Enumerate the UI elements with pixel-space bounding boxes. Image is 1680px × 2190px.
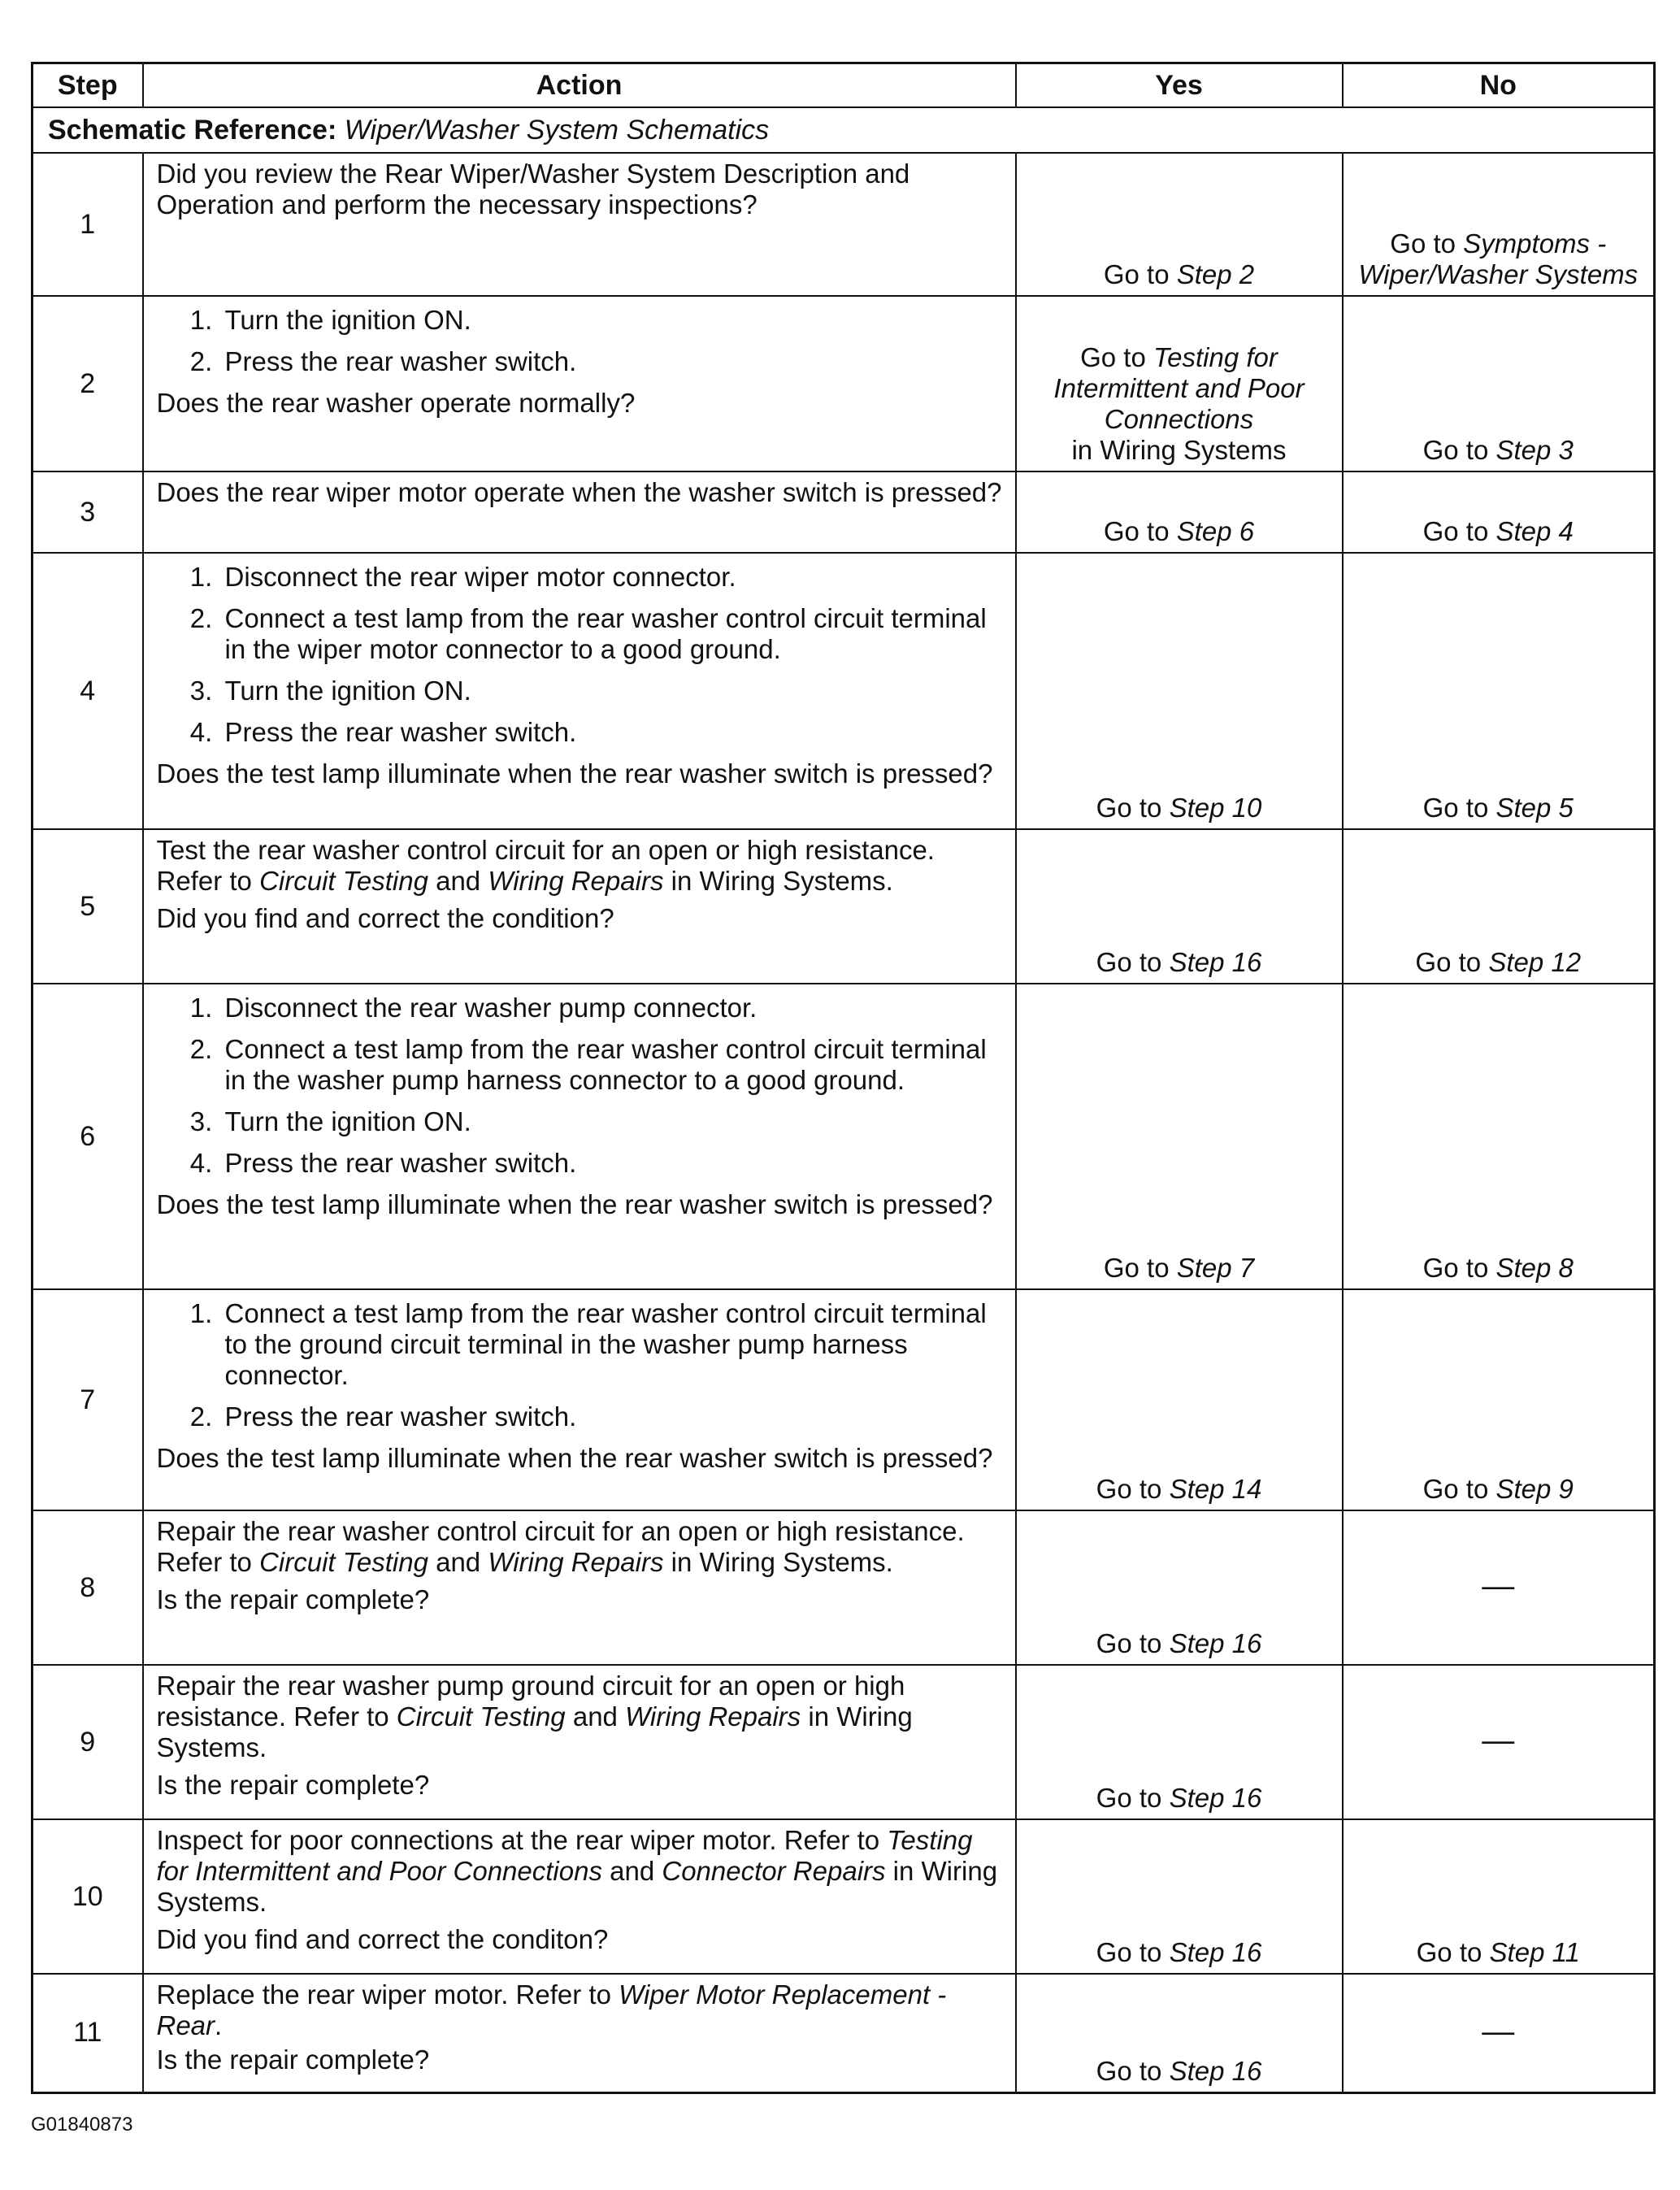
reference-link[interactable]: Testing for Intermittent and Poor Connections [156, 1825, 973, 1886]
yes-link[interactable]: Step 14 [1169, 1474, 1262, 1504]
yes-prefix: Go to [1080, 342, 1153, 372]
schematic-label: Schematic Reference: [48, 114, 337, 146]
schematic-reference [33, 107, 1655, 153]
yes-link[interactable]: Testing for Intermittent and Poor Connections [1053, 342, 1304, 434]
step-number: 2 [33, 296, 143, 471]
no-dash: — [1482, 1568, 1515, 1604]
no-dash: — [1482, 2013, 1515, 2049]
no-link[interactable]: Step 3 [1496, 435, 1574, 465]
action-cell [143, 829, 1016, 984]
no-cell [1343, 1974, 1655, 2092]
yes-cell [1016, 1665, 1343, 1819]
figure-code: G01840873 [31, 2114, 133, 2136]
yes-cell [1016, 829, 1343, 984]
action-list-item: 1. Disconnect the rear washer pump connector. [220, 993, 1004, 1023]
yes-prefix: Go to [1096, 1937, 1170, 1967]
action-text-part: in Wiring Systems. [663, 1547, 893, 1577]
action-cell [143, 984, 1016, 1289]
yes-link[interactable]: Step 16 [1169, 1783, 1262, 1813]
action-list [157, 305, 1004, 377]
no-link[interactable]: Step 9 [1496, 1474, 1574, 1504]
yes-link[interactable]: Step 7 [1176, 1253, 1255, 1283]
table-row-step-4 [33, 553, 1655, 829]
action-text-part: and [601, 1856, 662, 1886]
yes-prefix: Go to [1096, 1783, 1170, 1813]
action-list-item: 4. Press the rear washer switch. [220, 717, 1004, 748]
yes-cell [1016, 1974, 1343, 2092]
action-text [157, 1825, 1004, 1918]
yes-prefix: Go to [1096, 2055, 1170, 2086]
action-question: Is the repair complete? [156, 2044, 430, 2075]
action-cell [143, 553, 1016, 829]
no-link[interactable]: Step 5 [1496, 793, 1574, 823]
yes-cell [1016, 296, 1343, 471]
action-cell [143, 1819, 1016, 1974]
action-text-part: Test the rear washer control circuit for an open or high resistance. Refer to [156, 835, 935, 896]
schematic-row [33, 107, 1655, 153]
action-text-part: Replace the rear wiper motor. Refer to [156, 1979, 619, 2010]
yes-prefix: Go to [1103, 259, 1177, 289]
action-cell [143, 1665, 1016, 1819]
yes-prefix: Go to [1096, 1474, 1170, 1504]
reference-link[interactable]: Circuit Testing [259, 866, 428, 896]
yes-link[interactable]: Step 2 [1176, 259, 1255, 289]
yes-prefix: Go to [1096, 793, 1170, 823]
action-list-item: 2. Connect a test lamp from the rear washer control circuit terminal in the wiper motor connector to a good ground. [220, 603, 1004, 665]
no-cell [1343, 1665, 1655, 1819]
no-cell [1343, 553, 1655, 829]
no-prefix: Go to [1422, 1253, 1496, 1283]
table-row-step-7 [33, 1289, 1655, 1510]
action-text-part: in Wiring Systems. [156, 1701, 913, 1762]
no-link[interactable]: Step 11 [1489, 1937, 1580, 1967]
action-list-item: 2. Press the rear washer switch. [220, 1401, 1004, 1432]
no-cell [1343, 1819, 1655, 1974]
table-row-step-3 [33, 471, 1655, 553]
no-prefix: Go to [1422, 516, 1496, 546]
no-link[interactable]: Step 12 [1488, 947, 1582, 977]
action-text: Does the rear wiper motor operate when the washer switch is pressed? [156, 477, 1002, 507]
step-number: 9 [33, 1665, 143, 1819]
no-cell [1343, 1289, 1655, 1510]
reference-link[interactable]: Wiring Repairs [488, 866, 664, 896]
reference-link[interactable]: Connector Repairs [662, 1856, 886, 1886]
header-no: No [1343, 63, 1655, 108]
no-cell [1343, 471, 1655, 553]
no-prefix: Go to [1422, 1474, 1496, 1504]
table-row-step-1 [33, 153, 1655, 296]
no-prefix: Go to [1422, 435, 1496, 465]
table-row-step-10 [33, 1819, 1655, 1974]
action-question: Does the test lamp illuminate when the rear washer switch is pressed? [156, 758, 993, 789]
action-cell [143, 1289, 1016, 1510]
action-text [157, 1516, 1004, 1578]
table-row-step-9 [33, 1665, 1655, 1819]
yes-cell [1016, 984, 1343, 1289]
action-list-item: 2. Press the rear washer switch. [220, 346, 1004, 377]
header-row [33, 63, 1655, 108]
action-text-part: Repair the rear washer pump ground circuit for an open or high resistance. Refer to [156, 1671, 905, 1732]
action-text [157, 1979, 1004, 2041]
yes-link[interactable]: Step 16 [1169, 1937, 1262, 1967]
table-row-step-11 [33, 1974, 1655, 2092]
header-action: Action [143, 63, 1016, 108]
no-cell [1343, 153, 1655, 296]
no-cell [1343, 829, 1655, 984]
step-number: 3 [33, 471, 143, 553]
no-dash: — [1482, 1723, 1515, 1758]
action-question: Does the test lamp illuminate when the rear washer switch is pressed? [156, 1189, 993, 1219]
action-list-item: 1. Turn the ignition ON. [220, 305, 1004, 336]
yes-link[interactable]: Step 16 [1169, 2055, 1262, 2086]
action-list-item: 2. Connect a test lamp from the rear washer control circuit terminal in the washer pump harness connector to a good ground. [220, 1034, 1004, 1096]
yes-cell [1016, 1510, 1343, 1665]
reference-link[interactable]: Circuit Testing [396, 1701, 566, 1732]
action-cell [143, 153, 1016, 296]
step-number: 8 [33, 1510, 143, 1665]
yes-link[interactable]: Step 16 [1169, 947, 1262, 977]
header-step: Step [33, 63, 143, 108]
yes-cell [1016, 1819, 1343, 1974]
reference-link[interactable]: Circuit Testing [259, 1547, 428, 1577]
no-prefix: Go to [1390, 228, 1464, 259]
reference-link[interactable]: Wiring Repairs [488, 1547, 664, 1577]
no-prefix: Go to [1422, 793, 1496, 823]
action-text-part: and [565, 1701, 626, 1732]
reference-link[interactable]: Wiring Repairs [625, 1701, 801, 1732]
action-question: Did you find and correct the condition? [156, 903, 614, 933]
yes-cell [1016, 1289, 1343, 1510]
action-text-part: Repair the rear washer control circuit for an open or high resistance. Refer to [156, 1516, 965, 1577]
action-cell [143, 296, 1016, 471]
table-row-step-2 [33, 296, 1655, 471]
step-number: 6 [33, 984, 143, 1289]
no-prefix: Go to [1415, 947, 1489, 977]
action-list-item: 3. Turn the ignition ON. [220, 1106, 1004, 1137]
action-list [157, 993, 1004, 1179]
yes-prefix: Go to [1096, 947, 1170, 977]
diagnostic-table-frame [31, 62, 1653, 2094]
action-text-part: in Wiring Systems. [156, 1856, 998, 1917]
yes-prefix: Go to [1096, 1628, 1170, 1658]
yes-link[interactable]: Step 10 [1169, 793, 1262, 823]
step-number: 7 [33, 1289, 143, 1510]
yes-prefix: Go to [1103, 1253, 1177, 1283]
action-question: Is the repair complete? [156, 1770, 430, 1800]
action-list-item: 1. Disconnect the rear wiper motor connector. [220, 562, 1004, 593]
step-number: 11 [33, 1974, 143, 2092]
action-text: Did you review the Rear Wiper/Washer System Description and Operation and perform the necessary inspections? [156, 159, 910, 219]
header-yes: Yes [1016, 63, 1343, 108]
no-cell [1343, 296, 1655, 471]
yes-prefix: Go to [1103, 516, 1177, 546]
yes-cell [1016, 471, 1343, 553]
action-text-part: and [428, 1547, 488, 1577]
action-text-part: in Wiring Systems. [663, 866, 893, 896]
action-text-part: and [428, 866, 488, 896]
step-number: 10 [33, 1819, 143, 1974]
step-number: 4 [33, 553, 143, 829]
yes-cell [1016, 153, 1343, 296]
table-row-step-6 [33, 984, 1655, 1289]
yes-link[interactable]: Step 16 [1169, 1628, 1262, 1658]
action-text-part: . [215, 2010, 223, 2040]
action-cell [143, 1510, 1016, 1665]
action-text [157, 835, 1004, 897]
action-text-part: Inspect for poor connections at the rear wiper motor. Refer to [156, 1825, 888, 1855]
no-cell [1343, 1510, 1655, 1665]
action-question: Is the repair complete? [156, 1584, 430, 1614]
no-link[interactable]: Symptoms - Wiper/Washer Systems [1358, 228, 1639, 289]
no-cell [1343, 984, 1655, 1289]
reference-link[interactable]: Wiper Motor Replacement - Rear [156, 1979, 947, 2040]
action-question: Does the test lamp illuminate when the rear washer switch is pressed? [156, 1443, 993, 1473]
action-list [157, 562, 1004, 748]
action-text [157, 1671, 1004, 1763]
table-row-step-5 [33, 829, 1655, 984]
action-list-item: 1. Connect a test lamp from the rear washer control circuit terminal to the ground circuit terminal in the washer pump harness connector. [220, 1298, 1004, 1391]
no-prefix: Go to [1416, 1937, 1490, 1967]
action-cell [143, 471, 1016, 553]
yes-suffix: in Wiring Systems [1071, 435, 1287, 465]
table-row-step-8 [33, 1510, 1655, 1665]
action-cell [143, 1974, 1016, 2092]
action-list-item: 3. Turn the ignition ON. [220, 676, 1004, 706]
action-question: Does the rear washer operate normally? [156, 388, 636, 418]
action-list [157, 1298, 1004, 1432]
diagnostic-table [31, 62, 1656, 2094]
action-question: Did you find and correct the conditon? [156, 1924, 609, 1954]
step-number: 5 [33, 829, 143, 984]
action-list-item: 4. Press the rear washer switch. [220, 1148, 1004, 1179]
yes-cell [1016, 553, 1343, 829]
schematic-link[interactable]: Wiper/Washer System Schematics [344, 114, 770, 146]
step-number: 1 [33, 153, 143, 296]
no-link[interactable]: Step 8 [1496, 1253, 1574, 1283]
yes-link[interactable]: Step 6 [1176, 516, 1255, 546]
no-link[interactable]: Step 4 [1496, 516, 1574, 546]
